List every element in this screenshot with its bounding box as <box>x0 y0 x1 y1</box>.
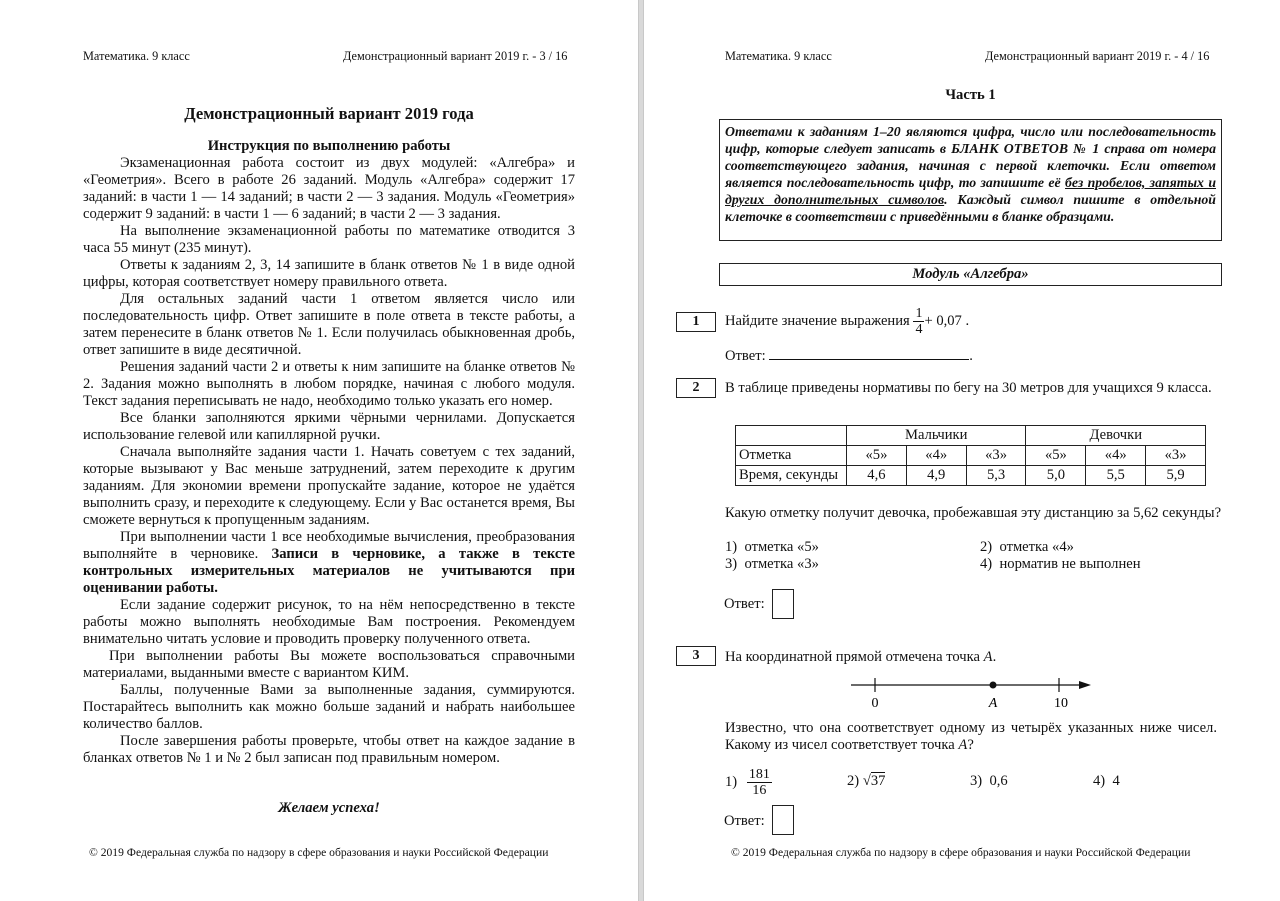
q1-text: Найдите значение выражения <box>725 313 910 329</box>
q3-option-1[interactable]: 1) $\frac{181}{16}$ <box>725 767 770 799</box>
point-a-label: A <box>988 696 998 711</box>
q1-answer-line: Ответ: . <box>725 345 973 365</box>
paragraph: Экзаменационная работа состоит из двух модулей: «Алгебра» и «Геометрия». Всего в работе 26 заданий. Модуль «Алгебра» содержит 17 заданий: в части 1 — 14 заданий; в части 2 — 3 задания. Модуль «Геометрия» содержит 9 заданий: в части 1 — 6 заданий; в части 2 — 3 задания. <box>83 155 575 222</box>
table-row <box>736 446 1206 466</box>
part-title: Часть 1 <box>945 87 996 103</box>
footer-copyright: © 2019 Федеральная служба по надзору в сфере образования и науки Российской Федерации <box>731 846 1191 859</box>
footer-copyright: © 2019 Федеральная служба по надзору в сфере образования и науки Российской Федерации <box>89 846 549 859</box>
answer-instructions-text <box>725 123 1216 225</box>
paragraph: Ответы к заданиям 2, 3, 14 запишите в бланк ответов № 1 в виде одной цифры, которая соответствует номеру правильного ответа. <box>83 257 575 290</box>
tick-label-zero: 0 <box>871 696 879 711</box>
paragraph: Все бланки заполняются яркими чёрными чернилами. Допускается использование гелевой или капиллярной ручки. <box>83 410 575 443</box>
q3-option-4[interactable]: 4) 4 <box>1093 773 1120 789</box>
paragraph: Баллы, полученные Вами за выполненные задания, суммируются. Постарайтесь выполнить как можно больше заданий и набрать наибольшее количество баллов. <box>83 682 575 732</box>
q2-option-3[interactable]: 3) отметка «3» <box>725 556 819 572</box>
tick-label-ten: 10 <box>1054 696 1068 711</box>
question-2-text: В таблице приведены нормативы по бегу на 30 метров для учащихся 9 класса. <box>725 380 1212 396</box>
paragraph-draft <box>83 529 575 597</box>
point-label: A <box>983 649 993 665</box>
instructions-body <box>83 138 575 767</box>
coordinate-line <box>845 674 1100 714</box>
paragraph: На выполнение экзаменационной работы по математике отводится 3 часа 55 минут (235 минут). <box>83 223 575 256</box>
draft-text: При выполнении части 1 все необходимые вычисления, преобразования выполняйте в черновике. <box>83 529 575 562</box>
table-row-label: Отметка <box>736 446 847 466</box>
paragraph: При выполнении работы Вы можете воспользоваться справочными материалами, выданными вместе с вариантом КИМ. <box>83 648 575 681</box>
question-number-1: 1 <box>676 312 716 332</box>
instruction-heading: Инструкция по выполнению работы <box>207 138 451 154</box>
table-cell: 4,6 <box>847 466 907 486</box>
question-number-2: 2 <box>676 378 716 398</box>
table-cell: 5,5 <box>1086 466 1146 486</box>
question-2-prompt: Какую отметку получит девочка, пробежавшая эту дистанцию за 5,62 секунды? <box>725 505 1222 521</box>
q1-fraction: $\frac{1}{4}$ <box>915 306 923 338</box>
question-1-text <box>725 305 969 337</box>
header-page-info: Демонстрационный вариант 2019 г. - 4 / 16 <box>985 49 1210 63</box>
q2-option-1[interactable]: 1) отметка «5» <box>725 539 819 555</box>
answer-instructions-box <box>719 119 1222 241</box>
paragraph: Решения заданий части 2 и ответы к ним запишите на бланке ответов № 2. Задания можно выполнять в любом порядке, начиная с любого модуля. Текст задания переписывать не надо, необходимо только указать его номер. <box>83 359 575 409</box>
table-cell <box>736 426 847 446</box>
axis-arrow-icon <box>1079 681 1091 689</box>
q3-option-3[interactable]: 3) 0,6 <box>970 773 1008 789</box>
table-cell: 5,3 <box>966 466 1026 486</box>
table-cell: «5» <box>1026 446 1086 466</box>
table-cell: 5,9 <box>1146 466 1206 486</box>
q3-option-1-fraction: $\frac{181}{16}$ <box>748 767 770 799</box>
good-luck-wish: Желаем успеха! <box>278 800 380 816</box>
answer-label: Ответ: <box>725 348 766 364</box>
table-row <box>736 426 1206 446</box>
q3-option-2[interactable]: 2) √37 <box>847 773 886 789</box>
question-number-3: 3 <box>676 646 716 666</box>
point-a-marker <box>990 682 997 689</box>
table-cell: 4,9 <box>906 466 966 486</box>
paragraph: После завершения работы проверьте, чтобы ответ на каждое задание в бланках ответов № 1 и № 2 был записан под правильным номером. <box>83 733 575 766</box>
running-norms-table <box>735 425 1206 486</box>
document-title: Демонстрационный вариант 2019 года <box>184 104 474 123</box>
draft-note-bold: Записи в черновике, а также в тексте контрольных измерительных материалов не учитываются при оценивании работы. <box>83 546 575 596</box>
table-row-label: Время, секунды <box>736 466 847 486</box>
header-subject: Математика. 9 класс <box>725 49 832 63</box>
square-root-icon: √ <box>862 773 871 789</box>
q1-text-after: + 0,07 . <box>924 313 970 329</box>
q2-answer-box[interactable] <box>772 589 794 619</box>
notice-text-end: . Каждый символ пишите в отдельной клеточке в соответствии с приведёнными в бланке образцами. <box>725 192 1216 224</box>
answer-label: Ответ: <box>724 596 765 612</box>
header-page-info: Демонстрационный вариант 2019 г. - 3 / 16 <box>343 49 568 63</box>
paragraph: Сначала выполняйте задания части 1. Начать советуем с тех заданий, которые вызывают у Вас меньше затруднений, затем переходите к другим заданиям. Для экономии времени пропускайте задание, которое не удаётся выполнить сразу, и переходите к следующему. Если у Вас останется время, Вы сможете вернуться к пропущенным заданиям. <box>83 444 575 528</box>
table-cell: «4» <box>1086 446 1146 466</box>
table-cell: «3» <box>966 446 1026 466</box>
q2-option-4[interactable]: 4) норматив не выполнен <box>980 556 1141 572</box>
header-subject: Математика. 9 класс <box>83 49 190 63</box>
table-cell: «3» <box>1146 446 1206 466</box>
q2-option-2[interactable]: 2) отметка «4» <box>980 539 1074 555</box>
question-3-prompt: Известно, что она соответствует одному из четырёх указанных ниже чисел. Какому из чисел соответствует точка A? <box>725 720 1217 753</box>
table-cell: «4» <box>906 446 966 466</box>
question-3-text: На координатной прямой отмечена точка A. <box>725 649 997 665</box>
answer-label: Ответ: <box>724 813 765 829</box>
paragraph: Для остальных заданий части 1 ответом является число или последовательность цифр. Ответ запишите в поле ответа в тексте работы, а затем перенесите в бланк ответов № 1. Если получилась обыкновенная дробь, ответ запишите в виде десятичной. <box>83 291 575 358</box>
module-title: Модуль «Алгебра» <box>719 263 1222 286</box>
notice-underlined: без пробелов, запятых и других дополнительных символов <box>725 175 1216 207</box>
table-cell: «5» <box>847 446 907 466</box>
left-page <box>0 0 638 901</box>
paragraph: Если задание содержит рисунок, то на нём непосредственно в тексте работы можно выполнять необходимые Вам построения. Рекомендуем внимательно читать условие и проводить проверку полученного ответа. <box>83 597 575 647</box>
table-group-girls: Девочки <box>1026 426 1206 446</box>
q1-answer-field[interactable] <box>769 345 969 360</box>
table-group-boys: Мальчики <box>847 426 1026 446</box>
q3-answer-box[interactable] <box>772 805 794 835</box>
table-row <box>736 466 1206 486</box>
table-cell: 5,0 <box>1026 466 1086 486</box>
notice-text: Ответами к заданиям 1–20 являются цифра, число или последовательность цифр, которые следует записать в БЛАНК ОТВЕТОВ № 1 справа от номера соответствующего задания, начиная с первой клеточки. Если ответом является последовательность цифр, то запишите её <box>725 124 1216 190</box>
